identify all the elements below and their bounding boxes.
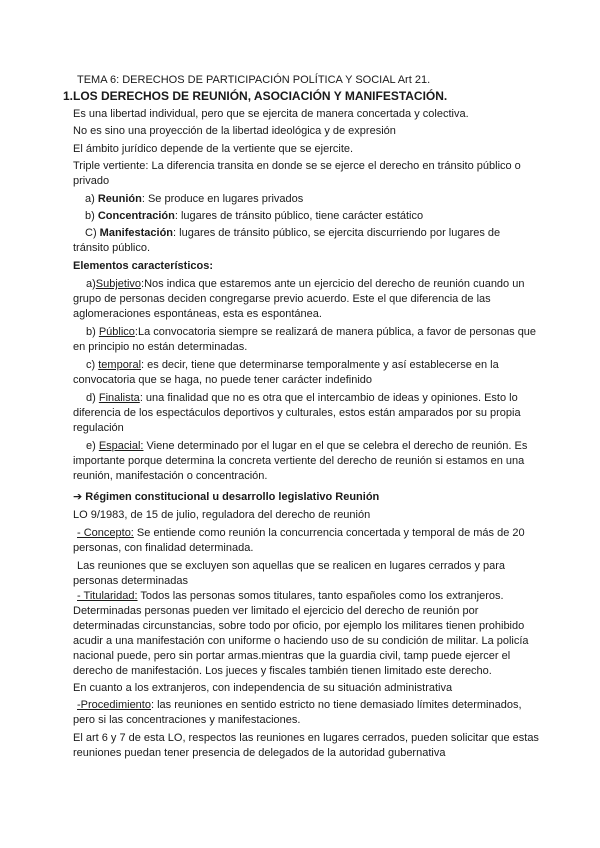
paragraph: LO 9/1983, de 15 de julio, reguladora del derecho de reunión xyxy=(73,509,371,521)
paragraph: en principio no están determinadas. xyxy=(73,341,248,353)
list-item-manifestacion: C) Manifestación: lugares de tránsito público, se ejercita discurriendo por lugares de xyxy=(85,227,501,239)
paragraph: Es una libertad individual, pero que se ejercita de manera concertada y colectiva. xyxy=(73,108,469,120)
paragraph: derecho de manifestación. Los jueces y fiscales también tienen limitado este derecho. xyxy=(73,665,492,677)
paragraph: aglomeraciones espontáneas, esta es espontánea. xyxy=(73,308,322,320)
list-item-concentracion: b) Concentración: lugares de tránsito público, tiene carácter estático xyxy=(85,210,424,222)
list-item-reunion: a) Reunión: Se produce en lugares privados xyxy=(85,193,304,205)
paragraph: importante porque determina la concreta vertiente del derecho de reunión si estamos en una xyxy=(73,455,525,467)
element-subjetivo: a)Subjetivo:Nos indica que estaremos ante un ejercicio del derecho de reunión cuando un xyxy=(86,278,525,290)
paragraph: determinadas circunstancias, sobre todo por oficio, por ejemplo los militares tienen prohibido xyxy=(73,620,525,632)
element-publico: b) Público:La convocatoria siempre se realizará de manera pública, a favor de personas que xyxy=(86,326,537,338)
procedimiento-line: -Procedimiento: las reuniones en sentido estricto no tiene demasiado límites determinados, xyxy=(77,699,522,711)
document-title: TEMA 6: DERECHOS DE PARTICIPACIÓN POLÍTICA Y SOCIAL Art 21. xyxy=(77,74,431,86)
section-heading-derechos: 1.LOS DERECHOS DE REUNIÓN, ASOCIACIÓN Y MANIFESTACIÓN. xyxy=(63,89,448,103)
element-finalista: d) Finalista: una finalidad que no es otra que el intercambio de ideas y opiniones. Esto lo xyxy=(86,392,518,404)
paragraph: reuniones puedan tener presencia de delegados de la autoridad gubernativa xyxy=(73,747,446,759)
paragraph: pero si las concentraciones y manifestaciones. xyxy=(73,714,301,726)
paragraph: personas, con finalidad determinada. xyxy=(73,542,254,554)
paragraph: El art 6 y 7 de esta LO, respectos las reuniones en lugares cerrados, pueden solicitar que estas xyxy=(73,732,539,744)
paragraph: diferencia de los espectáculos deportivos y culturales, estos están amparados por su propia xyxy=(73,407,521,419)
paragraph: Determinadas personas pueden ver limitado el ejercicio del derecho de reunión por xyxy=(73,605,479,617)
paragraph: regulación xyxy=(73,422,124,434)
paragraph: En cuanto a los extranjeros, con independencia de su situación administrativa xyxy=(73,682,453,694)
paragraph: nacional puede, pero sin portar armas.mientras que la guardia civil, tamp puede ejercer el xyxy=(73,650,511,662)
paragraph: Las reuniones que se excluyen son aquellas que se realicen en lugares cerrados y para xyxy=(77,560,506,572)
arrow-icon: ➔ xyxy=(73,491,83,503)
element-espacial: e) Espacial: Viene determinado por el lugar en el que se celebra el derecho de reunión. Es xyxy=(86,440,528,452)
element-temporal: c) temporal: es decir, tiene que determinarse temporalmente y así establecerse en la xyxy=(86,359,499,371)
concepto-line: - Concepto: Se entiende como reunión la concurrencia concertada y temporal de más de 20 xyxy=(77,527,525,539)
paragraph: reunión, manifestación o concentración. xyxy=(73,470,268,482)
paragraph: convocatoria que se haga, no puede tener carácter indefinido xyxy=(73,374,373,386)
paragraph: personas determinadas xyxy=(73,575,188,587)
paragraph: Triple vertiente: La diferencia transita en donde se se ejerce el derecho en tránsito público o xyxy=(73,160,521,172)
titularidad-line: - Titularidad: Todos las personas somos titulares, tanto españoles como los extranjeros. xyxy=(77,590,504,602)
paragraph: privado xyxy=(73,175,110,187)
paragraph: acudir a una manifestación con uniforme o haciendo uso de su condición de militar. La policía xyxy=(73,635,529,647)
paragraph: No es sino una proyección de la libertad ideológica y de expresión xyxy=(73,125,396,137)
paragraph: El ámbito jurídico depende de la vertiente que se ejercite. xyxy=(73,143,354,155)
section-heading-regimen: ➔ Régimen constitucional u desarrollo legislativo Reunión xyxy=(73,491,380,503)
list-item-continuation: tránsito público. xyxy=(73,242,151,254)
subheading-elementos: Elementos característicos: xyxy=(73,260,214,272)
paragraph: grupo de personas deciden congregarse previo acuerdo. Este el que diferencia de las xyxy=(73,293,491,305)
